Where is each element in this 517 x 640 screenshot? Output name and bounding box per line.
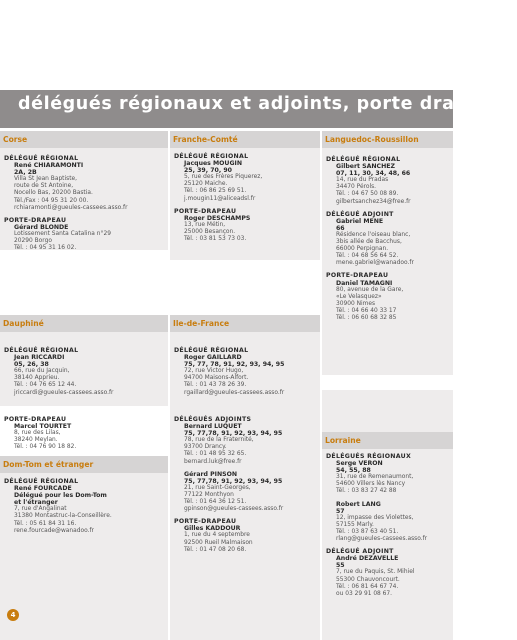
role-label: DÉLÉGUÉ RÉGIONAL (4, 478, 79, 485)
person-name: Jean RICCARDI (14, 354, 65, 362)
region-idf: Ile-de-France (170, 315, 320, 332)
role-label: DÉLÉGUÉ RÉGIONAL (326, 156, 401, 163)
role-label: DÉLÉGUÉ RÉGIONAL (4, 347, 79, 354)
domtom-delegue: DÉLÉGUÉ RÉGIONAL René FOURCADE Délégué pour les Dom-Tom et l'étranger 7, rue d'Angalinat 31380 Montastruc-la-Conseillère. Tél. : 05 61 84 31 16. rene.fourcade@wanadoo.fr (4, 478, 168, 535)
region-corse: Corse (0, 131, 168, 148)
idf-adjoints: DÉLÉGUÉS ADJOINTS Bernard LUQUET 75, 77,78, 91, 92, 93, 94, 95 78, rue de la Fraternité, 93700 Drancy. Tél. : 01 48 95 32 65. bernard.luk@free.fr Gérard PINSON 75, 77,78, 91, 92, 93, 94, 95 21, rue Saint-Georges, 77122 Monthyon Tél. : 01 64 36 12 51. gpinson@gueules-cassees.asso.fr PORTE-DRAPEAU Gilles KADDOUR 1, rue du 4 septembre 92500 Rueil Malmaison Tél. : 01 47 08 20 68. (174, 416, 320, 554)
lorraine-delegues: DÉLÉGUÉS RÉGIONAUX Serge VERON 54, 55, 88 31, rue de Remenaumont, 54600 Villers lès Nancy Tél. : 03 83 27 42 88 Robert LANG 57 12, impasse des Violettes, 57155 Marly. Tél. : 03 87 63 40 51. rlang@gueules-cassees.asso.fr DÉLÉGUÉ ADJOINT André DEZAVELLE 55 7, rue du Paquis, St. Mihiel 55300 Chauvoncourt. Tél. : 06 81 64 67 74. ou 03 29 91 08 67. (326, 453, 453, 598)
role-label: PORTE-DRAPEAU (4, 416, 67, 423)
person-name: René FOURCADE (14, 485, 72, 493)
dauphine-porte: PORTE-DRAPEAU Marcel TOURTET 8, rue des Lilas, 38240 Meylan. Tél. : 04 76 90 18 82. (4, 416, 168, 451)
role-label: PORTE-DRAPEAU (174, 207, 237, 215)
person-name: André DEZAVELLE (336, 555, 399, 563)
person-name: René CHIARAMONTI (14, 162, 84, 170)
person-name: Gérard PINSON (184, 470, 238, 478)
role-label: DÉLÉGUÉ RÉGIONAL (174, 153, 249, 160)
role-label: PORTE-DRAPEAU (326, 272, 389, 280)
role-label: DÉLÉGUÉ RÉGIONAL (4, 155, 79, 162)
title-band (0, 90, 517, 128)
role-label: PORTE-DRAPEAU (4, 216, 67, 224)
person-name: Serge VERON (336, 460, 383, 468)
person-name: Bernard LUQUET (184, 423, 242, 431)
franche-delegue: DÉLÉGUÉ RÉGIONAL Jacques MOUGIN 25, 39, 70, 90 5, rue des Frères Piquerez, 25120 Maiche. Tél. : 06 86 25 69 51. j.mougin11@aliceadsl.fr PORTE-DRAPEAU Roger DESCHAMPS 13, rue Métin, 25000 Besançon. Tél. : 03 81 53 73 03. (174, 153, 320, 243)
languedoc-delegue: DÉLÉGUÉ RÉGIONAL Gilbert SANCHEZ 07, 11, 30, 34, 48, 66 14, rue du Pradas 34470 Pérols. Tél. : 04 67 50 08 89. gilbertsanchez34@free.fr DÉLÉGUÉ ADJOINT Gabriel MENE 66 Résidence l'oiseau blanc, 3bis allée de Bacchus, 66000 Perpignan. Tél. : 04 68 56 64 52. mene.gabriel@wanadoo.fr PORTE-DRAPEAU Daniel TAMAGNI 80, avenue de la Gare, «Le Velasquez» 30900 Nimes Tél. : 04 66 40 33 17 Tél. : 06 60 68 32 85 (326, 156, 453, 322)
top-white-band (0, 0, 453, 90)
person-name: Jacques MOUGIN (184, 160, 243, 168)
role-label: DÉLÉGUÉS ADJOINTS (174, 416, 252, 423)
region-languedoc: Languedoc-Roussillon (322, 131, 453, 148)
corse-delegue: DÉLÉGUÉ RÉGIONAL René CHIARAMONTI 2A, 2B Villa St Jean Baptiste, route de St Antoine, Nocello Bas, 20200 Bastia. Tél./Fax : 04 95 31 20 00. rchiaramonti@gueules-cassees.asso.fr PORTE-DRAPEAU Gérard BLONDE Lotissement Santa Catalina n°29 20290 Borgo Tél. : 04 95 31 16 02. (4, 155, 168, 252)
person-name: Gérard BLONDE (14, 223, 69, 231)
role-label: PORTE-DRAPEAU (174, 518, 237, 526)
person-name: Gilbert SANCHEZ (336, 163, 395, 171)
person-name: Gabriel MENE (336, 217, 384, 225)
person-name: Gilles KADDOUR (184, 525, 241, 533)
region-lorraine: Lorraine (322, 432, 453, 449)
page-number: 4 (7, 609, 19, 621)
role-label: DÉLÉGUÉ RÉGIONAL (174, 347, 249, 354)
person-name: Daniel TAMAGNI (336, 279, 393, 287)
dauphine-delegue: DÉLÉGUÉ RÉGIONAL Jean RICCARDI 05, 26, 38 66, rue du Jacquin, 38140 Apprieu. Tél. : 04 76 65 12 44. jriccardi@gueules-cassees.asso.fr (4, 347, 168, 397)
idf-delegue: DÉLÉGUÉ RÉGIONAL Roger GAILLARD 75, 77, 78, 91, 92, 93, 94, 95 72, rue Victor Hugo, 94700 Maisons-Alfort. Tél. : 01 43 78 26 39. rgaillard@gueules-cassees.asso.fr (174, 347, 320, 397)
person-name: Robert LANG (336, 500, 381, 508)
person-name: Marcel TOURTET (14, 423, 72, 431)
role-label: DÉLÉGUÉ ADJOINT (326, 548, 394, 556)
page-title: délégués régionaux et adjoints, porte drapeaux (18, 94, 517, 114)
region-dauphine: Dauphiné (0, 315, 168, 332)
person-name: Roger GAILLARD (184, 354, 242, 362)
region-domtom: Dom-Tom et étranger (0, 456, 168, 473)
person-name: Roger DESCHAMPS (184, 214, 251, 222)
role-label: DÉLÉGUÉS RÉGIONAUX (326, 453, 412, 460)
role-label: DÉLÉGUÉ ADJOINT (326, 210, 394, 218)
region-franche: Franche-Comté (170, 131, 320, 148)
